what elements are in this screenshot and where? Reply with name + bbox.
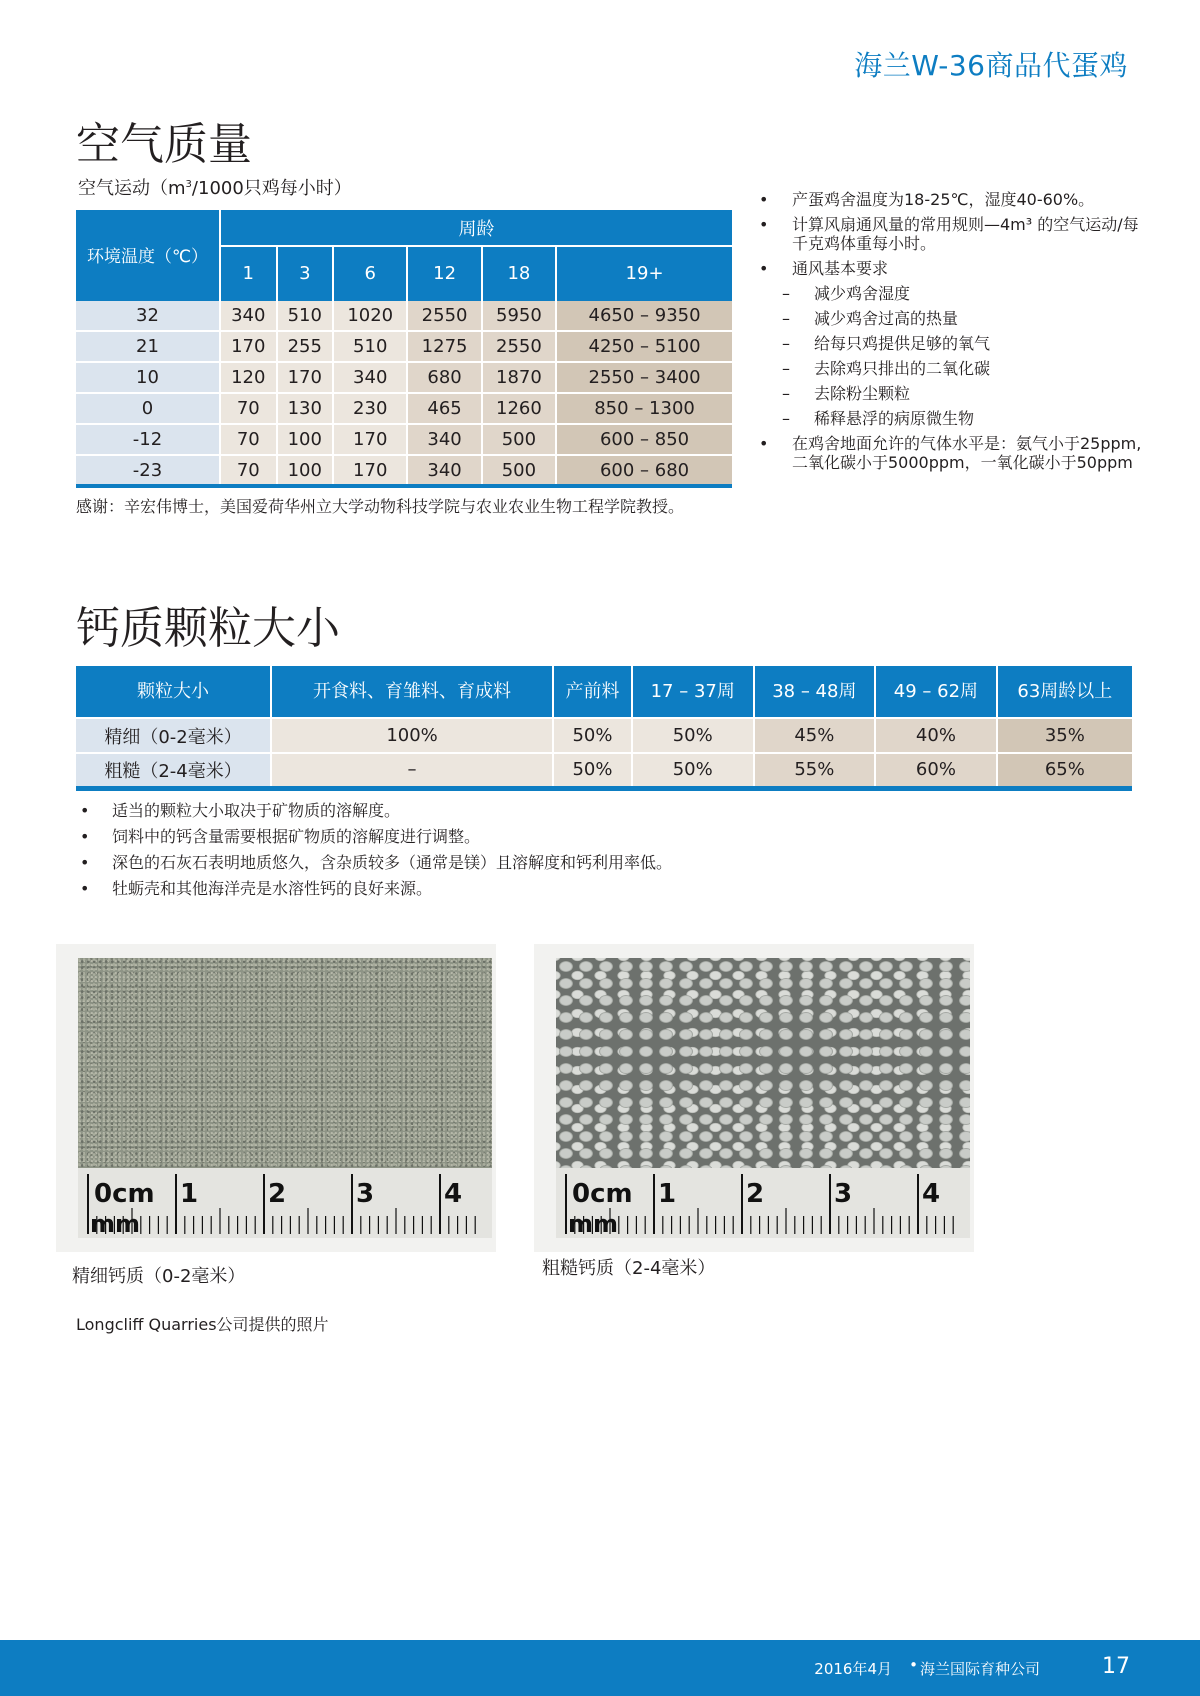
percentage-cell: 100% <box>271 718 553 753</box>
ventilation-notes-list <box>756 190 1146 478</box>
footer-date: 2016年4月 <box>814 1660 892 1678</box>
airflow-value-cell: 1020 <box>333 300 407 331</box>
percentage-cell: 65% <box>997 753 1132 788</box>
airflow-value-cell: 170 <box>333 424 407 455</box>
airflow-value-cell: 70 <box>220 424 277 455</box>
airflow-value-cell: 680 <box>407 362 481 393</box>
airflow-value-cell: 1870 <box>482 362 556 393</box>
airflow-value-cell: 510 <box>277 300 334 331</box>
percentage-cell: 55% <box>754 753 876 788</box>
airflow-value-cell: 100 <box>277 455 334 486</box>
percentage-cell: 50% <box>553 718 632 753</box>
airflow-value-cell: 70 <box>220 455 277 486</box>
column-header: 产前料 <box>553 666 632 718</box>
airflow-value-cell: 340 <box>220 300 277 331</box>
list-item: – 稀释悬浮的病原微生物 <box>756 409 1146 428</box>
temperature-cell: 0 <box>76 393 220 424</box>
list-item: – 给每只鸡提供足够的氧气 <box>756 334 1146 353</box>
subtitle-sup: 3 <box>185 179 192 190</box>
airflow-value-cell: 170 <box>277 362 334 393</box>
ruler-mm-label: mm <box>90 1210 141 1238</box>
subtitle-post: /1000只鸡每小时） <box>191 178 352 199</box>
airflow-value-cell: 5950 <box>482 300 556 331</box>
airflow-value-cell: 850 – 1300 <box>556 393 732 424</box>
column-header: 38 – 48周 <box>754 666 876 718</box>
footer-company: 海兰国际育种公司 <box>919 1660 1040 1678</box>
list-item: • 适当的颗粒大小取决于矿物质的溶解度。 <box>76 798 672 824</box>
table-row <box>76 718 1132 753</box>
list-item: – 去除鸡只排出的二氧化碳 <box>756 359 1146 378</box>
airflow-value-cell: 130 <box>277 393 334 424</box>
percentage-cell: 50% <box>632 753 754 788</box>
week-header: 1 <box>220 246 277 300</box>
acknowledgement-text: 感谢：辛宏伟博士，美国爱荷华州立大学动物科技学院与农业农业生物工程学院教授。 <box>76 497 685 516</box>
column-header: 63周龄以上 <box>997 666 1132 718</box>
particle-size-label: 精细（0-2毫米） <box>76 718 271 753</box>
particle-size-label: 粗糙（2-4毫米） <box>76 753 271 788</box>
week-header: 19+ <box>556 246 732 300</box>
calcium-particle-title: 钙质颗粒大小 <box>76 603 340 654</box>
percentage-cell: 50% <box>553 753 632 788</box>
percentage-cell: 35% <box>997 718 1132 753</box>
fine-gravel-image <box>78 958 492 1168</box>
temperature-cell: 10 <box>76 362 220 393</box>
coarse-photo-caption: 粗糙钙质（2-4毫米） <box>542 1258 716 1279</box>
temperature-cell: 21 <box>76 331 220 362</box>
page-number: 17 <box>1102 1654 1130 1679</box>
ruler-cm-label: 0cm <box>572 1179 633 1209</box>
photo-credit: Longcliff Quarries公司提供的照片 <box>76 1315 329 1334</box>
airflow-value-cell: 2550 <box>407 300 481 331</box>
list-item: • 通风基本要求 <box>756 259 1146 278</box>
airflow-value-cell: 340 <box>407 424 481 455</box>
fine-photo-caption: 精细钙质（0-2毫米） <box>72 1266 246 1287</box>
coarse-calcium-photo <box>534 944 974 1252</box>
list-item: – 减少鸡舍过高的热量 <box>756 309 1146 328</box>
air-movement-table <box>76 210 732 488</box>
page-footer <box>0 1640 1200 1696</box>
document-header-title: 海兰W-36商品代蛋鸡 <box>854 49 1128 82</box>
subtitle-pre: 空气运动（m <box>78 178 186 199</box>
airflow-value-cell: 4650 – 9350 <box>556 300 732 331</box>
air-movement-subtitle <box>78 174 352 200</box>
list-item: – 减少鸡舍湿度 <box>756 284 1146 303</box>
calcium-particle-table <box>76 666 1132 791</box>
temperature-cell: 32 <box>76 300 220 331</box>
airflow-value-cell: 1260 <box>482 393 556 424</box>
airflow-value-cell: 600 – 850 <box>556 424 732 455</box>
table-row <box>76 331 732 362</box>
table-row <box>76 424 732 455</box>
table-row <box>76 753 1132 788</box>
ruler-number-label: 2 <box>746 1179 765 1209</box>
list-item: – 去除粉尘颗粒 <box>756 384 1146 403</box>
airflow-value-cell: 70 <box>220 393 277 424</box>
table-row <box>76 300 732 331</box>
fine-calcium-photo <box>56 944 496 1252</box>
column-header: 颗粒大小 <box>76 666 271 718</box>
coarse-gravel-image <box>556 958 970 1168</box>
ruler-number-label: 2 <box>268 1179 287 1209</box>
air-quality-title: 空气质量 <box>76 119 252 170</box>
percentage-cell: 40% <box>875 718 997 753</box>
airflow-value-cell: 340 <box>407 455 481 486</box>
table-row <box>76 362 732 393</box>
column-header: 开食料、育雏料、育成料 <box>271 666 553 718</box>
airflow-value-cell: 120 <box>220 362 277 393</box>
ruler-number-label: 1 <box>658 1179 677 1209</box>
week-header: 18 <box>482 246 556 300</box>
list-item: • 计算风扇通风量的常用规则—4m³ 的空气运动/每千克鸡体重每小时。 <box>756 215 1146 253</box>
percentage-cell: 60% <box>875 753 997 788</box>
airflow-value-cell: 500 <box>482 424 556 455</box>
airflow-value-cell: 255 <box>277 331 334 362</box>
ruler-graphic <box>78 1168 492 1238</box>
week-header: 12 <box>407 246 481 300</box>
ruler-graphic <box>556 1168 970 1238</box>
temperature-cell: -12 <box>76 424 220 455</box>
percentage-cell: 50% <box>632 718 754 753</box>
temp-column-header: 环境温度（℃） <box>76 210 220 300</box>
airflow-value-cell: 100 <box>277 424 334 455</box>
week-header: 3 <box>277 246 334 300</box>
ruler-number-label: 4 <box>922 1179 941 1209</box>
column-header: 17 – 37周 <box>632 666 754 718</box>
airflow-value-cell: 230 <box>333 393 407 424</box>
airflow-value-cell: 2550 – 3400 <box>556 362 732 393</box>
list-item: • 在鸡舍地面允许的气体水平是：氨气小于25ppm,二氧化碳小于5000ppm，一氧化碳小于50ppm <box>756 434 1146 472</box>
airflow-value-cell: 465 <box>407 393 481 424</box>
ruler-number-label: 3 <box>356 1179 375 1209</box>
footer-separator: • <box>909 1656 918 1674</box>
table-row <box>76 393 732 424</box>
ruler-mm-label: mm <box>568 1210 619 1238</box>
ruler-cm-label: 0cm <box>94 1179 155 1209</box>
percentage-cell: 45% <box>754 718 876 753</box>
list-item: • 深色的石灰石表明地质悠久，含杂质较多（通常是镁）且溶解度和钙利用率低。 <box>76 850 672 876</box>
temperature-cell: -23 <box>76 455 220 486</box>
airflow-value-cell: 1275 <box>407 331 481 362</box>
airflow-value-cell: 510 <box>333 331 407 362</box>
airflow-value-cell: 340 <box>333 362 407 393</box>
ruler-number-label: 3 <box>834 1179 853 1209</box>
airflow-value-cell: 2550 <box>482 331 556 362</box>
airflow-value-cell: 170 <box>333 455 407 486</box>
airflow-value-cell: 600 – 680 <box>556 455 732 486</box>
airflow-value-cell: 170 <box>220 331 277 362</box>
table-row <box>76 455 732 486</box>
age-header: 周龄 <box>220 210 732 246</box>
ruler-number-label: 4 <box>444 1179 463 1209</box>
list-item: • 产蛋鸡舍温度为18-25℃，湿度40-60%。 <box>756 190 1146 209</box>
airflow-value-cell: 500 <box>482 455 556 486</box>
calcium-notes-list <box>76 798 672 902</box>
ruler-number-label: 1 <box>180 1179 199 1209</box>
percentage-cell: – <box>271 753 553 788</box>
column-header: 49 – 62周 <box>875 666 997 718</box>
week-header: 6 <box>333 246 407 300</box>
list-item: • 牡蛎壳和其他海洋壳是水溶性钙的良好来源。 <box>76 876 672 902</box>
list-item: • 饲料中的钙含量需要根据矿物质的溶解度进行调整。 <box>76 824 672 850</box>
airflow-value-cell: 4250 – 5100 <box>556 331 732 362</box>
